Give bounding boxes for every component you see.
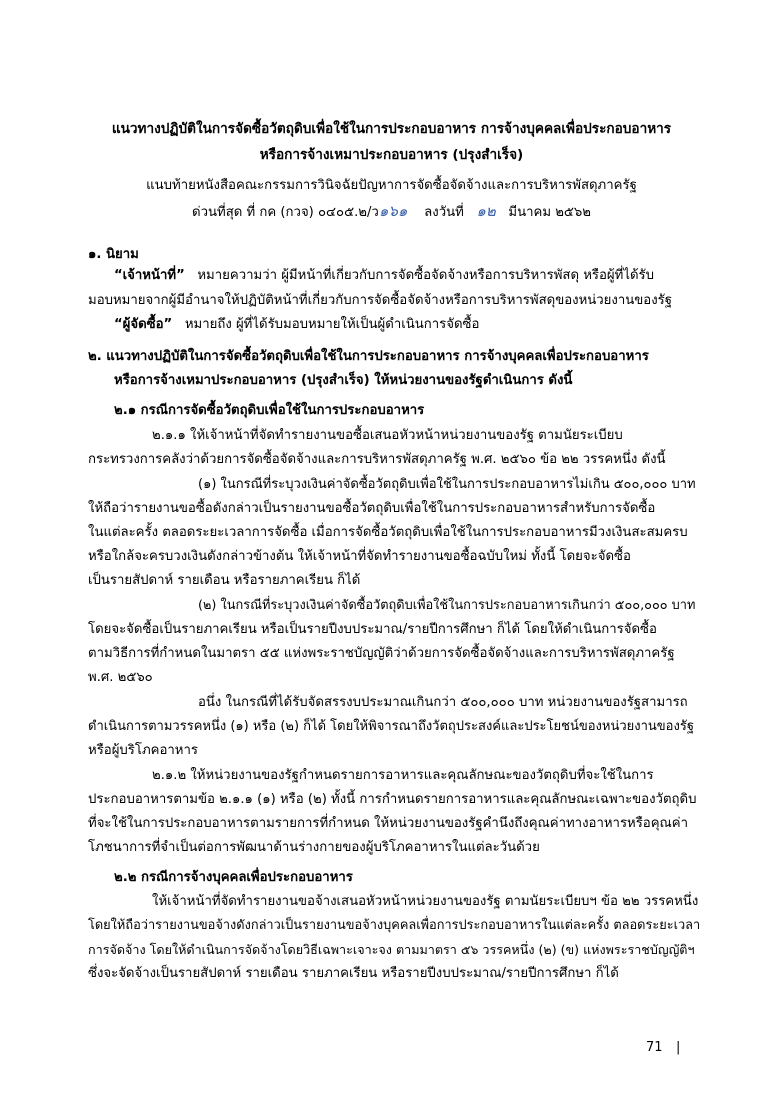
ref-number-prefix: ด่วนที่สุด ที่ กค (กวจ) ๐๔๐๕.๒/ว <box>192 205 379 220</box>
doc-title-line2: หรือการจ้างเหมาประกอบอาหาร (ปรุงสำเร็จ) <box>259 147 524 163</box>
case2-line2: โดยจะจัดซื้อเป็นรายภาคเรียน หรือเป็นรายปีงบประมาณ/รายปีการศึกษา ก็ได้ โดยให้ดำเนินการจัดซื้อ <box>88 622 657 637</box>
s212-line4: โภชนาการที่จำเป็นต่อการพัฒนาด้านร่างกายของผู้บริโภคอาหารในแต่ละวันด้วย <box>88 840 540 855</box>
s212-line3: ที่จะใช้ในการประกอบอาหารตามรายการที่กำหนด ให้หน่วยงานของรัฐคำนึงถึงคุณค่าทางอาหารหรือคุณค่า <box>88 816 689 831</box>
doc-reference-line <box>0 202 783 222</box>
s22-line4: ซึ่งจะจัดจ้างเป็นรายสัปดาห์ รายเดือน รายภาคเรียน หรือรายปีงบประมาณ/รายปีการศึกษา ก็ได้ <box>88 966 619 981</box>
case2-line4: พ.ศ. ๒๕๖๐ <box>88 670 153 685</box>
case2-line3: ตามวิธีการที่กำหนดในมาตรา ๕๕ แห่งพระราชบัญญัติว่าด้วยการจัดซื้อจัดจ้างและการบริหารพัสดุภาครัฐ <box>88 646 675 661</box>
section1-p1-line1 <box>114 267 654 285</box>
section22-heading: ๒.๒ กรณีการจ้างบุคคลเพื่อประกอบอาหาร <box>114 870 353 885</box>
case1-line1: (๑) ในกรณีที่ระบุวงเงินค่าจัดซื้อวัตถุดิบเพื่อใช้ในการประกอบอาหารไม่เกิน ๕๐๐,๐๐๐ บาท <box>198 477 696 492</box>
s22-line1: ให้เจ้าหน้าที่จัดทำรายงานขอจ้างเสนอหัวหน้าหน่วยงานของรัฐ ตามนัยระเบียบฯ ข้อ ๒๒ วรรคหนึ่ง <box>152 894 699 909</box>
note-line2: ดำเนินการตามวรรคหนึ่ง (๑) หรือ (๒) ก็ได้ โดยให้พิจารณาถึงวัตถุประสงค์และประโยชน์ของหน่วยงานของรัฐ <box>88 719 694 734</box>
doc-title-line1: แนวทางปฏิบัติในการจัดซื้อวัตถุดิบเพื่อใช้ในการประกอบอาหาร การจ้างบุคคลเพื่อประกอบอาหาร <box>111 121 672 137</box>
case1-line4: หรือใกล้จะครบวงเงินดังกล่าวข้างต้น ให้เจ้าหน้าที่จัดทำรายงานขอซื้อฉบับใหม่ ทั้งนี้ โดยจะจัดซื้อ <box>88 549 631 564</box>
ref-handwritten-number: ๑๖๑ <box>378 202 408 220</box>
term-purchaser-definition: หมายถึง ผู้ที่ได้รับมอบหมายให้เป็นผู้ดำเนินการจัดซื้อ <box>184 317 480 332</box>
case1-line3: ในแต่ละครั้ง ตลอดระยะเวลาการจัดซื้อ เมื่อการจัดซื้อวัตถุดิบเพื่อใช้ในการประกอบอาหารมีวงเงินสะสมครบ <box>88 525 688 540</box>
term-purchaser: “ผู้จัดซื้อ” <box>114 317 173 332</box>
section1-p2-line1 <box>114 316 479 334</box>
s211-line2: กระทรวงการคลังว่าด้วยการจัดซื้อจัดจ้างและการบริหารพัสดุภาครัฐ พ.ศ. ๒๕๖๐ ข้อ ๒๒ วรรคหนึ่ง ดังนี้ <box>88 452 666 467</box>
page-number-separator: | <box>676 1040 681 1055</box>
term-officer-definition: หมายความว่า ผู้มีหน้าที่เกี่ยวกับการจัดซื้อจัดจ้างหรือการบริหารพัสดุ หรือผู้ที่ได้รับ <box>197 268 654 283</box>
s22-line2: โดยให้ถือว่ารายงานขอจ้างดังกล่าวเป็นรายงานขอจ้างบุคคลเพื่อการประกอบอาหารในแต่ละครั้ง ตลอดระยะเวลา <box>88 918 701 933</box>
s212-line1: ๒.๑.๒ ให้หน่วยงานของรัฐกำหนดรายการอาหารและคุณลักษณะของวัตถุดิบที่จะใช้ในการ <box>152 768 654 783</box>
section21-heading: ๒.๑ กรณีการจัดซื้อวัตถุดิบเพื่อใช้ในการประกอบอาหาร <box>114 403 425 418</box>
ref-date-label: ลงวันที่ <box>424 205 464 220</box>
page-number: 71 <box>646 1040 663 1055</box>
s22-line3: การจัดจ้าง โดยให้ดำเนินการจัดจ้างโดยวิธีเฉพาะเจาะจง ตามมาตรา ๕๖ วรรคหนึ่ง (๒) (ข) แห่งพระราชบัญญัติฯ <box>88 942 695 957</box>
ref-month-year: มีนาคม ๒๕๖๒ <box>508 205 591 220</box>
section1-heading: ๑. นิยาม <box>88 247 139 262</box>
section1-p1-line2: มอบหมายจากผู้มีอำนาจให้ปฏิบัติหน้าที่เกี่ยวกับการจัดซื้อจัดจ้างหรือการบริหารพัสดุของหน่วยงานของรัฐ <box>88 293 673 308</box>
case1-line2: ให้ถือว่ารายงานขอซื้อดังกล่าวเป็นรายงานขอซื้อวัตถุดิบเพื่อใช้ในการประกอบอาหารสำหรับการจัดซื้อ <box>88 501 656 516</box>
s212-line2: ประกอบอาหารตามข้อ ๒.๑.๑ (๑) หรือ (๒) ทั้งนี้ การกำหนดรายการอาหารและคุณลักษณะเฉพาะของวัตถุดิบ <box>88 792 697 807</box>
note-line1: อนึ่ง ในกรณีที่ได้รับจัดสรรงบประมาณเกินกว่า ๕๐๐,๐๐๐ บาท หน่วยงานของรัฐสามารถ <box>198 695 688 710</box>
section2-heading-line1: ๒. แนวทางปฏิบัติในการจัดซื้อวัตถุดิบเพื่อใช้ในการประกอบอาหาร การจ้างบุคคลเพื่อประกอบอาหาร <box>88 349 649 364</box>
ref-handwritten-day: ๑๒ <box>476 202 496 220</box>
term-officer: “เจ้าหน้าที่” <box>114 268 185 283</box>
doc-subtitle-line1: แนบท้ายหนังสือคณะกรรมการวินิจฉัยปัญหาการจัดซื้อจัดจ้างและการบริหารพัสดุภาครัฐ <box>146 178 637 193</box>
note-line3: หรือผู้บริโภคอาหาร <box>88 743 198 758</box>
case2-line1: (๒) ในกรณีที่ระบุวงเงินค่าจัดซื้อวัตถุดิบเพื่อใช้ในการประกอบอาหารเกินกว่า ๕๐๐,๐๐๐ บาท <box>198 598 696 613</box>
case1-line5: เป็นรายสัปดาห์ รายเดือน หรือรายภาคเรียน ก็ได้ <box>88 573 361 588</box>
section2-heading-line2: หรือการจ้างเหมาประกอบอาหาร (ปรุงสำเร็จ) ให้หน่วยงานของรัฐดำเนินการ ดังนี้ <box>114 373 573 388</box>
s211-line1: ๒.๑.๑ ให้เจ้าหน้าที่จัดทำรายงานขอซื้อเสนอหัวหน้าหน่วยงานของรัฐ ตามนัยระเบียบ <box>152 428 623 443</box>
